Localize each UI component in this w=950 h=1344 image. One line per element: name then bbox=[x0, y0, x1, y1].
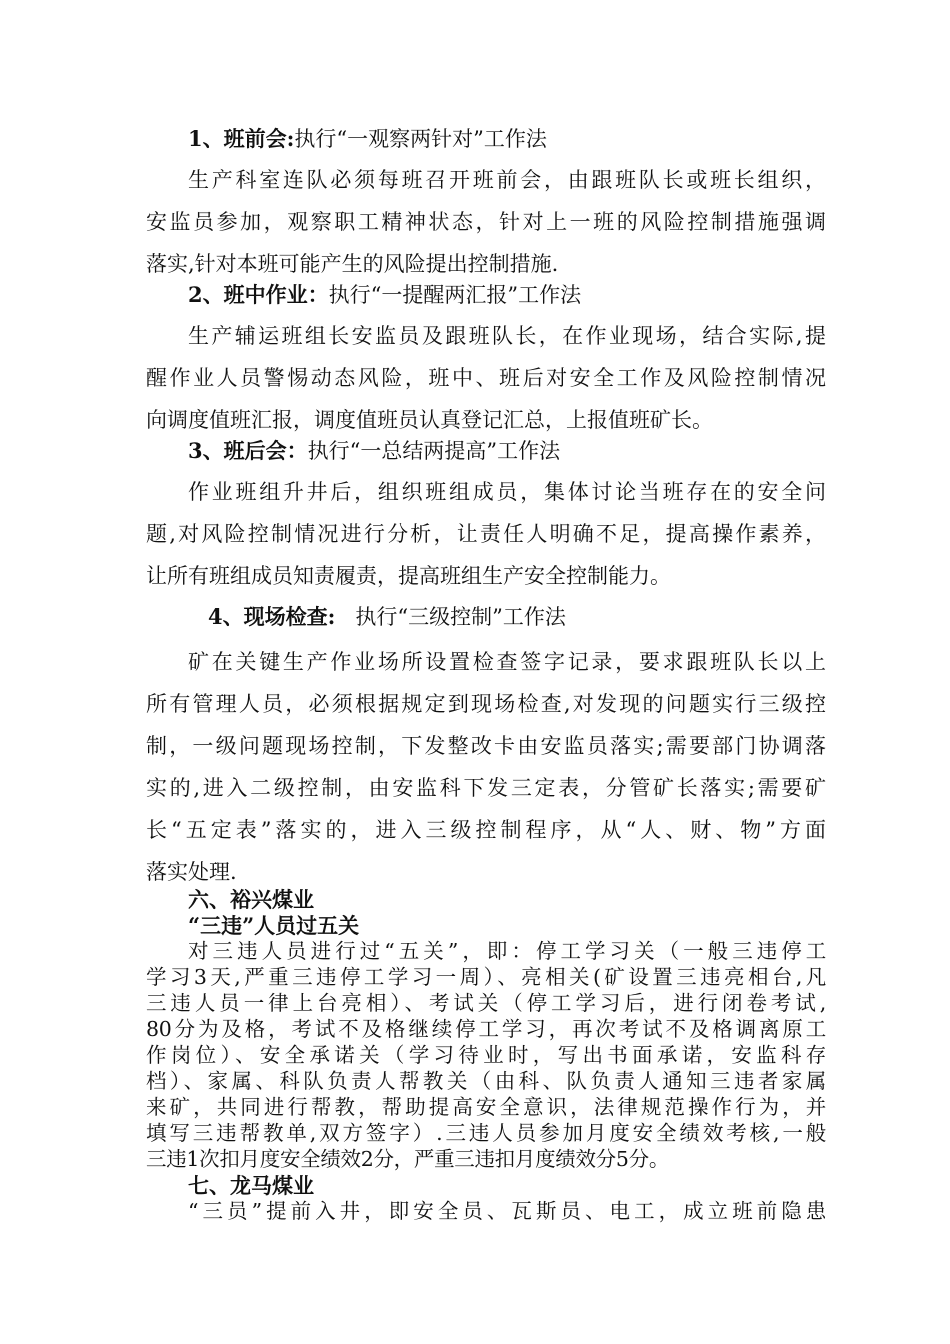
paragraph-line: 制，一级问题现场控制，下发整改卡由安监员落实;需要部门协调落 bbox=[146, 734, 826, 758]
paragraph-line: 三违1次扣月度安全绩效2分，严重三违扣月度绩效分5分。 bbox=[146, 1147, 670, 1171]
paragraph-line: 80分为及格，考试不及格继续停工学习，再次考试不及格调离原工 bbox=[146, 1017, 826, 1041]
paragraph-line: 来矿，共同进行帮教，帮助提高安全意识，法律规范操作行为，并 bbox=[146, 1095, 826, 1119]
section-2-heading-rest: 执行“一提醒两汇报”工作法 bbox=[328, 283, 582, 307]
section-3-heading-rest: 执行“一总结两提高”工作法 bbox=[307, 439, 561, 463]
section-4-heading-rest: 执行“三级控制”工作法 bbox=[355, 605, 566, 629]
section-1-heading-bold: 1、班前会: bbox=[188, 126, 295, 151]
paragraph-line: “三员”提前入井，即安全员、瓦斯员、电工，成立班前隐患 bbox=[188, 1199, 826, 1223]
paragraph-line: 作岗位）、安全承诺关（学习待业时，写出书面承诺，安监科存 bbox=[146, 1043, 826, 1067]
section-5-subtitle: “三违”人员过五关 bbox=[188, 913, 360, 938]
paragraph-line: 生产辅运班组长安监员及跟班队长，在作业现场，结合实际,提 bbox=[188, 324, 826, 348]
paragraph-line: 向调度值班汇报，调度值班员认真登记汇总，上报值班矿长。 bbox=[146, 408, 713, 432]
paragraph-line: 落实处理. bbox=[146, 860, 237, 884]
paragraph-line: 三违人员一律上台亮相）、考试关（停工学习后，进行闭卷考试, bbox=[146, 991, 826, 1015]
paragraph-line: 填写三违帮教单,双方签字）.三违人员参加月度安全绩效考核,一般 bbox=[146, 1121, 826, 1145]
paragraph-line: 作业班组升井后，组织班组成员，集体讨论当班存在的安全问 bbox=[188, 480, 826, 504]
paragraph-line: 让所有班组成员知责履责，提高班组生产安全控制能力。 bbox=[146, 564, 671, 588]
paragraph-line: 对三违人员进行过“五关”，即：停工学习关（一般三违停工 bbox=[188, 939, 826, 963]
paragraph-line: 档）、家属、科队负责人帮教关（由科、队负责人通知三违者家属 bbox=[146, 1069, 826, 1093]
section-3-heading bbox=[188, 437, 826, 465]
paragraph-line: 所有管理人员，必须根据规定到现场检查,对发现的问题实行三级控 bbox=[146, 692, 826, 716]
section-2-heading bbox=[188, 281, 826, 309]
paragraph-line: 长“五定表”落实的，进入三级控制程序，从“人、财、物”方面 bbox=[146, 818, 826, 842]
section-2-heading-bold: 2、班中作业： bbox=[188, 282, 329, 307]
paragraph-line: 实的,进入二级控制，由安监科下发三定表，分管矿长落实;需要矿 bbox=[146, 776, 826, 800]
section-1-heading bbox=[188, 125, 826, 153]
section-1-heading-rest: 执行“一观察两针对”工作法 bbox=[294, 127, 547, 151]
section-4-heading bbox=[208, 603, 826, 631]
paragraph-line: 题,对风险控制情况进行分析，让责任人明确不足，提高操作素养， bbox=[146, 522, 826, 546]
paragraph-line: 生产科室连队必须每班召开班前会，由跟班队长或班长组织， bbox=[188, 168, 826, 192]
paragraph-line: 落实,针对本班可能产生的风险提出控制措施. bbox=[146, 252, 559, 276]
paragraph-line: 醒作业人员警惕动态风险，班中、班后对安全工作及风险控制情况 bbox=[146, 366, 826, 390]
section-3-heading-bold: 3、班后会： bbox=[188, 438, 308, 463]
section-6-title: 七、龙马煤业 bbox=[188, 1173, 314, 1198]
section-4-heading-bold: 4、现场检查: bbox=[208, 604, 336, 629]
paragraph-line: 矿在关键生产作业场所设置检查签字记录，要求跟班队长以上 bbox=[188, 650, 826, 674]
paragraph-line: 学习3天,严重三违停工学习一周）、亮相关(矿设置三违亮相台,凡 bbox=[146, 965, 826, 989]
section-5-title: 六、裕兴煤业 bbox=[188, 887, 314, 912]
paragraph-line: 安监员参加，观察职工精神状态，针对上一班的风险控制措施强调 bbox=[146, 210, 826, 234]
